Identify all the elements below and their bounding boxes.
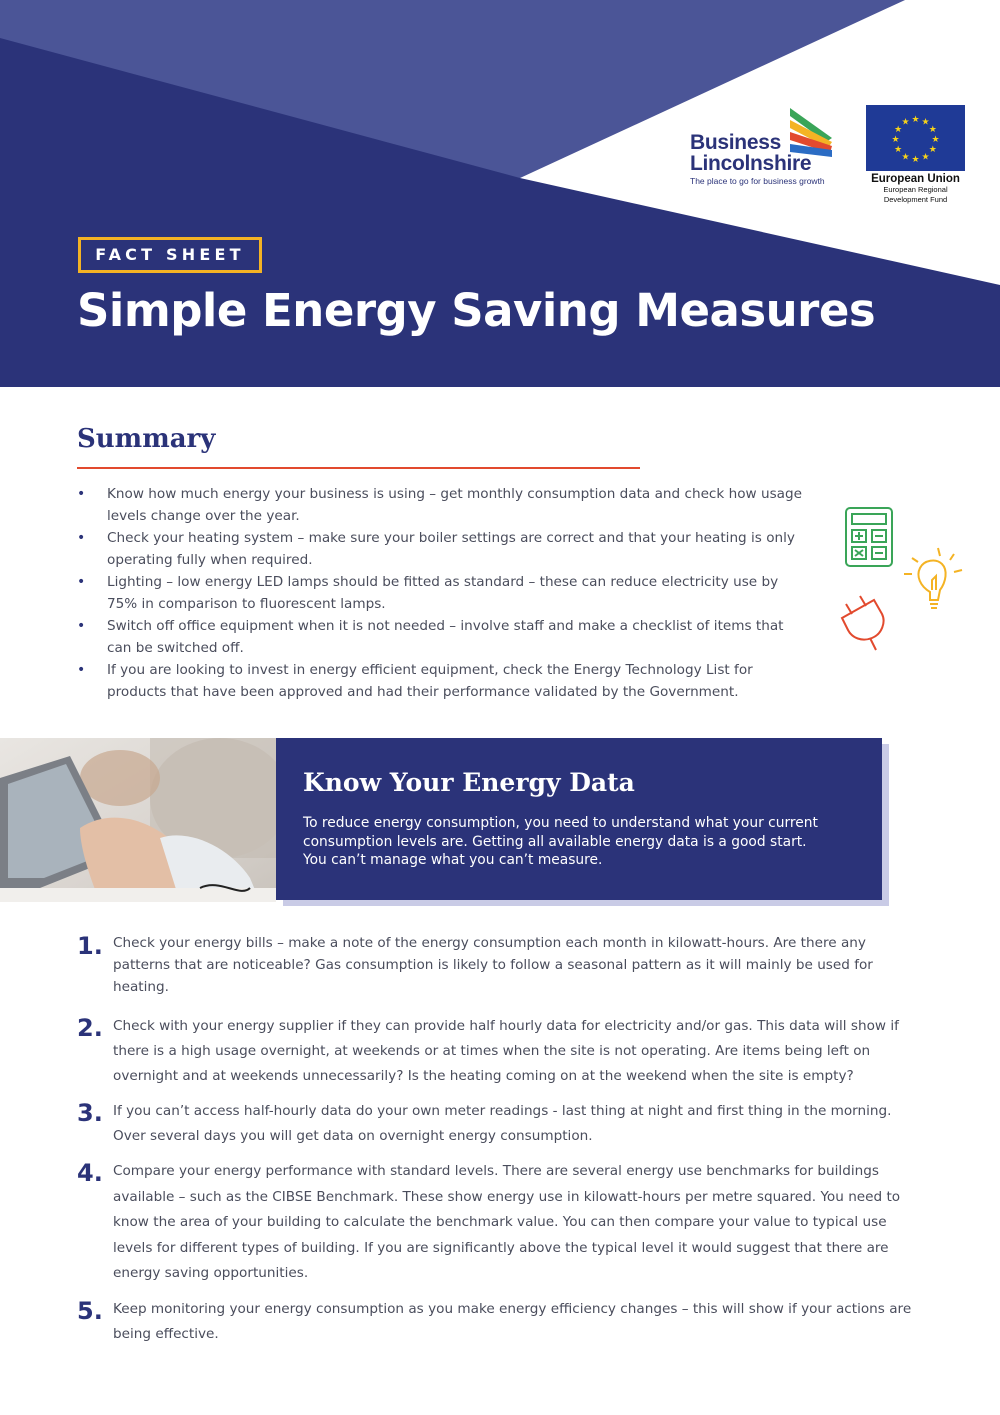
step-text: Check with your energy supplier if they can provide half hourly data for electricity and/or gas. This data will show if there is a high usage overnight, at weekends or at times when the site is not operating. Are items being left on overnight and at weekends unnecessarily? Is the heating coming on at the weekend when the site is empty? [113,1018,899,1084]
tablet-photo [0,738,276,902]
summary-item: • Switch off office equipment when it is not needed – involve staff and make a checklist of items that can be switched off. [77,615,812,659]
step-item [77,1159,922,1287]
logo-business-text: Business [690,131,781,154]
step-text: Check your energy bills – make a note of the energy consumption each month in kilowatt-hours. Are there any patterns that are noticeable? Gas consumption is likely to follow a seasonal pattern as it will mainly be used for heating. [113,935,873,995]
step-number: 1. [77,932,103,960]
svg-text:★: ★ [921,152,930,163]
header-banner [0,0,1000,387]
business-lincolnshire-logo [690,104,840,194]
summary-heading: Summary [77,424,216,454]
svg-text:★: ★ [931,135,940,145]
step-item [77,1297,922,1347]
eu-title: European Union [871,173,960,185]
summary-divider [77,467,640,469]
summary-item: • Lighting – low energy LED lamps should be fitted as standard – these can reduce electricity use by 75% in comparison to fluorescent lamps. [77,571,812,615]
energy-data-heading: Know Your Energy Data [303,768,635,797]
svg-text:★: ★ [894,145,903,155]
svg-text:★: ★ [928,125,937,135]
svg-text:★: ★ [901,152,910,163]
svg-text:★: ★ [911,155,920,165]
summary-illustrations [834,500,974,670]
svg-text:★: ★ [891,135,900,145]
svg-text:★: ★ [928,145,937,155]
calculator-icon [846,508,892,566]
step-number: 4. [77,1159,103,1187]
tablet-photo-image [0,738,276,902]
steps-list [77,932,922,1347]
logo-tagline: The place to go for business growth [690,176,825,186]
step-number: 5. [77,1296,103,1325]
fact-sheet-label: FACT SHEET [78,237,262,273]
step-item [77,932,922,998]
svg-text:★: ★ [901,117,910,128]
logo-lincolnshire-text: Lincolnshire [690,152,812,175]
svg-text:★: ★ [894,125,903,135]
plug-icon [842,596,884,650]
step-text: Compare your energy performance with standard levels. There are several energy use benchmarks for buildings available – such as the CIBSE Benchmark. These show energy use in kilowatt-hours per metre squared. You need to know the area of your building to calculate the benchmark value. You can then compare your value to typical use levels for different types of building. If you are significantly above the typical level it would suggest that there are energy saving opportunities. [113,1163,901,1281]
summary-item: • If you are looking to invest in energy efficient equipment, check the Energy Technology List for products that have been approved and had their performance validated by the Government. [77,659,812,703]
summary-item: • Check your heating system – make sure your boiler settings are correct and that your heating is only operating fully when required. [77,527,812,571]
eu-logo [866,105,970,205]
step-number: 3. [77,1099,103,1127]
step-number: 2. [77,1014,103,1042]
svg-text:★: ★ [911,115,920,125]
energy-data-box [276,738,882,900]
energy-data-panel [0,738,890,906]
svg-text:★: ★ [921,117,930,128]
step-item [77,1014,922,1089]
eu-subtitle-line2: Development Fund [883,195,948,204]
lightbulb-icon [904,548,962,608]
eu-flag-icon [866,105,965,171]
icons-group [834,500,974,670]
summary-list [77,483,812,703]
page-title: Simple Energy Saving Measures [77,284,876,337]
summary-item: • Know how much energy your business is using – get monthly consumption data and check how usage levels change over the year. [77,483,812,527]
eu-subtitle-line1: European Regional [883,185,948,194]
energy-data-text: To reduce energy consumption, you need to understand what your current consumption levels are. Getting all available energy data is a good start. You can’t manage what you can’t measure. [303,815,818,868]
step-text: If you can’t access half-hourly data do your own meter readings - last thing at night and first thing in the morning. Over several days you will get data on overnight energy consumption. [113,1103,892,1144]
step-text: Keep monitoring your energy consumption as you make energy efficiency changes – this will show if your actions are being effective. [113,1300,912,1342]
step-item [77,1099,922,1149]
